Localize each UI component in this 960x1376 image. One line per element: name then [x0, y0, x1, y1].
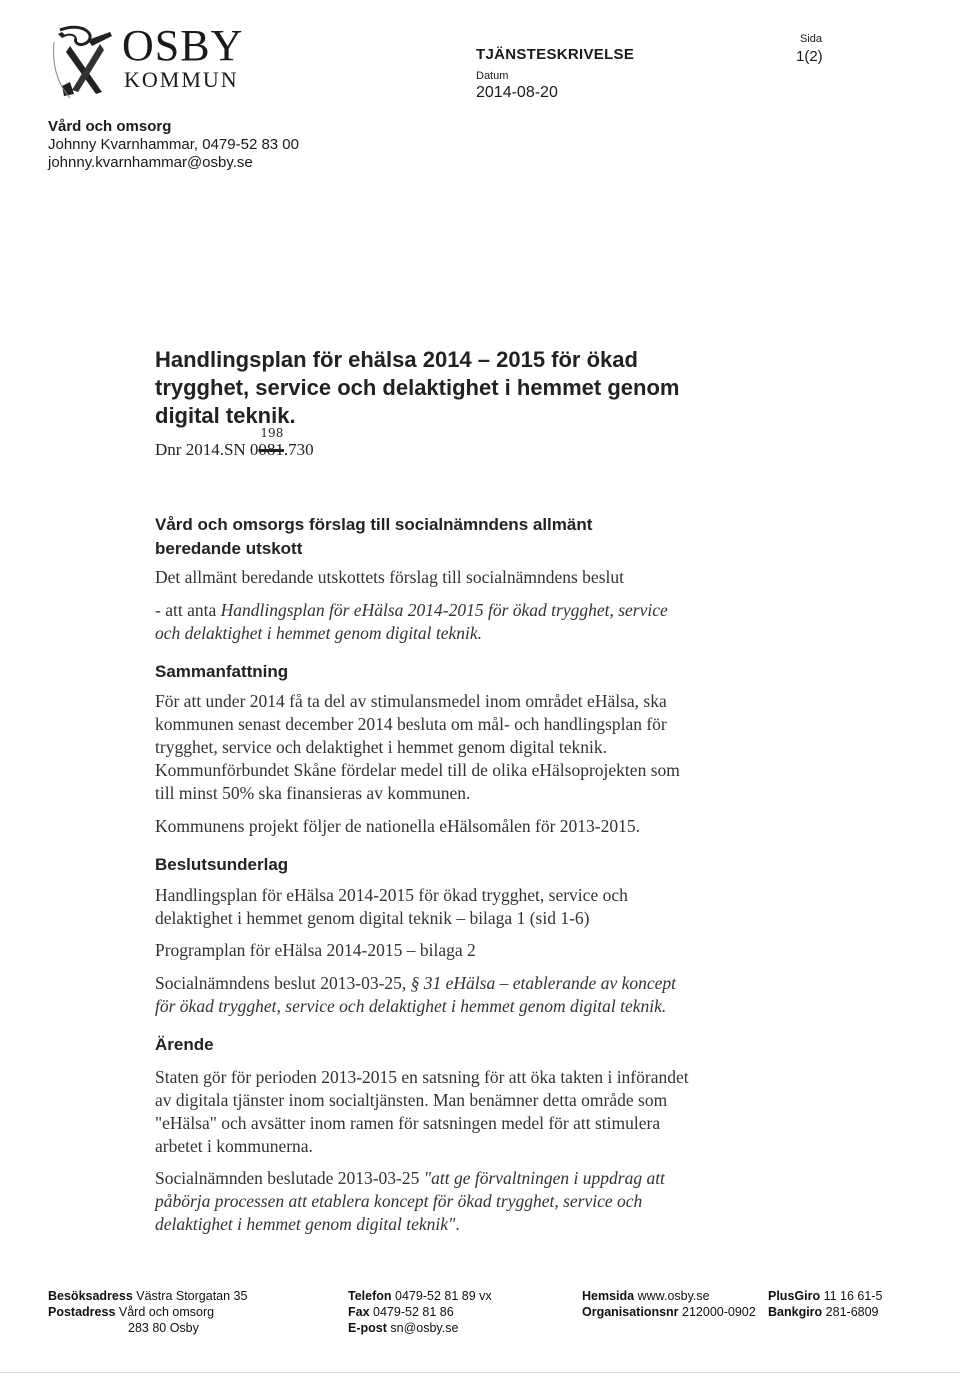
- paragraph-line: trygghet, service och delaktighet i hemmet genom digital teknik.: [155, 737, 607, 757]
- basis-item: [155, 972, 795, 1018]
- paragraph-prefix: Socialnämnden beslutade 2013-03-25: [155, 1168, 424, 1188]
- footer-value: Vård och omsorg: [118, 1305, 215, 1319]
- basis-item: Programplan för eHälsa 2014-2015 – bilaga 2: [155, 940, 476, 960]
- title-line: trygghet, service och delaktighet i hemmet genom: [155, 375, 680, 400]
- matter-paragraph: [155, 1167, 795, 1236]
- org-subtitle: KOMMUN: [124, 67, 239, 92]
- quote-text: påbörja processen att etablera koncept för ökad trygghet, service och: [155, 1191, 643, 1211]
- footer-value: 281-6809: [825, 1305, 879, 1319]
- footer-label: Bankgiro: [768, 1305, 823, 1319]
- footer-value: 11 16 61-5: [823, 1289, 883, 1303]
- date-label: Datum: [476, 70, 509, 82]
- page-label: Sida: [800, 33, 823, 45]
- item-italic-text: § 31 eHälsa – etablerande av koncept: [410, 973, 677, 993]
- dnr-struck-text: 081: [258, 440, 284, 459]
- proposal-decision-item: [155, 599, 795, 645]
- proposal-text: Det allmänt beredande utskottets förslag till socialnämndens beslut: [155, 567, 624, 587]
- footer-divider: [0, 1372, 960, 1373]
- date-value: 2014-08-20: [476, 84, 558, 101]
- paragraph-end: .: [455, 1214, 460, 1234]
- footer-value: Västra Storgatan 35: [136, 1289, 248, 1303]
- sender-contact: [48, 136, 299, 172]
- footer-value: 212000-0902: [682, 1305, 756, 1319]
- dnr-prefix: Dnr 2014.SN 0: [155, 440, 259, 459]
- footer-payment: [768, 1288, 882, 1320]
- org-name: OSBY: [122, 21, 244, 70]
- footer-label: Hemsida: [582, 1289, 635, 1303]
- title-line: Handlingsplan för ehälsa 2014 – 2015 för ökad: [155, 347, 638, 372]
- department: Vård och omsorg: [48, 118, 172, 135]
- footer-value: 0479-52 81 89 vx: [395, 1289, 492, 1303]
- footer-label: Fax: [348, 1305, 370, 1319]
- basis-heading: Beslutsunderlag: [155, 855, 289, 874]
- dnr-struck-number: [258, 426, 284, 459]
- paragraph-line: delaktighet i hemmet genom digital teknik – bilaga 1 (sid 1-6): [155, 908, 590, 928]
- paragraph-line: av digitala tjänster inom socialtjänsten. Man benämner detta område som: [155, 1090, 668, 1110]
- footer-label: Postadress: [48, 1305, 116, 1319]
- footer-contact: [348, 1288, 492, 1336]
- paragraph-line: till minst 50% ska finansieras av kommunen.: [155, 783, 471, 803]
- paragraph-line: Handlingsplan för eHälsa 2014-2015 för ökad trygghet, service och: [155, 885, 628, 905]
- footer-label: E-post: [348, 1321, 387, 1335]
- paragraph-line: Kommunförbundet Skåne fördelar medel till de olika eHälsoprojekten som: [155, 760, 680, 780]
- proposal-heading: [155, 513, 795, 561]
- footer-label: PlusGiro: [768, 1289, 821, 1303]
- item-prefix: - att anta: [155, 600, 221, 620]
- footer-org: [582, 1288, 756, 1320]
- document-type: TJÄNSTESKRIVELSE: [476, 46, 635, 63]
- footer-value: 283 80 Osby: [128, 1321, 199, 1335]
- footer-label: Telefon: [348, 1289, 392, 1303]
- item-italic-text: och delaktighet i hemmet genom digital teknik.: [155, 623, 483, 643]
- sender-name-phone: Johnny Kvarnhammar, 0479-52 83 00: [48, 136, 299, 153]
- footer-website-link[interactable]: www.osby.se: [637, 1289, 710, 1303]
- paragraph-line: arbetet i kommunerna.: [155, 1136, 313, 1156]
- title-line: digital teknik.: [155, 403, 296, 428]
- heading-line: Vård och omsorgs förslag till socialnämndens allmänt: [155, 515, 593, 534]
- matter-heading: Ärende: [155, 1035, 214, 1054]
- paragraph-line: "eHälsa" och avsätter inom ramen för satsningen medel för att stimulera: [155, 1113, 661, 1133]
- quote-text: delaktighet i hemmet genom digital teknik": [155, 1214, 456, 1234]
- sender-email: johnny.kvarnhammar@osby.se: [48, 154, 253, 171]
- matter-paragraph: [155, 1066, 795, 1158]
- paragraph-line: Staten gör för perioden 2013-2015 en satsning för att öka takten i införandet: [155, 1067, 689, 1087]
- dnr-suffix: .730: [283, 440, 314, 459]
- diary-number: [155, 426, 795, 460]
- paragraph-line: För att under 2014 få ta del av stimulansmedel inom området eHälsa, ska: [155, 691, 667, 711]
- document-title: [155, 346, 795, 430]
- page-number: 1(2): [796, 48, 823, 65]
- item-italic-text: för ökad trygghet, service och delaktighet i hemmet genom digital teknik.: [155, 996, 667, 1016]
- footer-email-link[interactable]: sn@osby.se: [390, 1321, 459, 1335]
- item-italic-text: Handlingsplan för eHälsa 2014-2015 för ökad trygghet, service: [220, 600, 668, 620]
- footer-label: Organisationsnr: [582, 1305, 679, 1319]
- summary-paragraph: [155, 690, 795, 805]
- summary-note: Kommunens projekt följer de nationella eHälsomålen för 2013-2015.: [155, 816, 641, 836]
- osby-coat-of-arms-logo: [48, 22, 118, 102]
- footer-value: 0479-52 81 86: [373, 1305, 454, 1319]
- item-prefix: Socialnämndens beslut 2013-03-25,: [155, 973, 411, 993]
- paragraph-line: kommunen senast december 2014 besluta om mål- och handlingsplan för: [155, 714, 667, 734]
- footer-address: [48, 1288, 247, 1336]
- heading-line: beredande utskott: [155, 539, 303, 558]
- quote-text: "att ge förvaltningen i uppdrag att: [423, 1168, 665, 1188]
- footer-label: Besöksadress: [48, 1289, 133, 1303]
- basis-item: [155, 884, 795, 930]
- summary-heading: Sammanfattning: [155, 662, 289, 681]
- handwritten-correction: 198: [260, 426, 284, 440]
